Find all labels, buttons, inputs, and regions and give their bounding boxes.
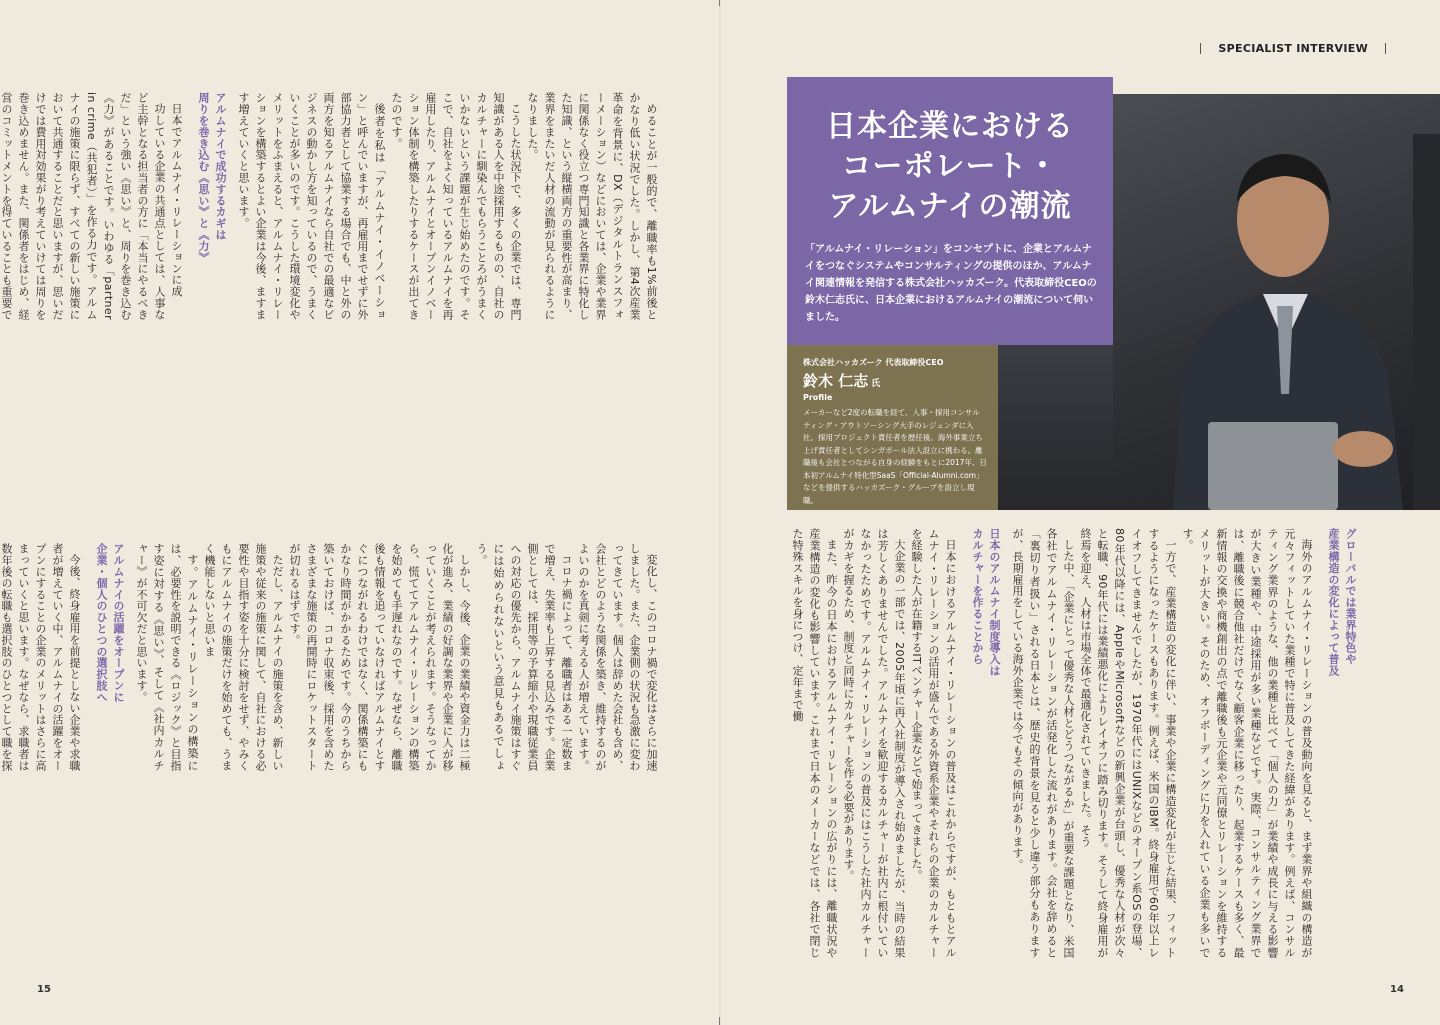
section-heading: 日本のアルムナイ制度導入は カルチャーを作ることから [971, 528, 1001, 677]
paragraph: こうした状況下で、多くの企業では、専門知識がある人を中途採用するものの、自社のカルチャーに馴染んでもらうことろがうまくいかないという課題が生じ始めたのです。そこで、自社をよく知っているアルムナイを再雇用したり、アルムナイとオープンイノベーション体制を構築したりするケースが出てきたのです。 [390, 92, 522, 320]
left-upper-text [0, 92, 660, 320]
lead-text: 「アルムナイ・リレーション」をコンセプトに、企業とアルムナイをつなぐシステムやコンサルティングの提供のほか、アルムナイ関連情報を発信する株式会社ハッカズーク。代表取締役CEOの鈴木仁志氏に、日本企業におけるアルムナイの潮流について伺いました。 [805, 244, 1097, 323]
paragraph: めることが一般的で、離職率も1%前後とかなり低い状況でした。しかし、第4次産業革命を背景に、DX（デジタルトランスフォーメーション）などにおいては、企業や業界に関係なく役立つ専門知識と各業界に特化した知識、という縦横両方の重要性が高まり、業界をまたいだ人材の流動が見られるようになりました。 [526, 92, 658, 320]
gutter [719, 0, 721, 1025]
paragraph: 日本におけるアルムナイ・リレーションの普及はこれからですが、もともとアルムナイ・リレーションの活用が盛んである外資系企業やそれらの企業のカルチャーを経験した人が在籍するITベンチャー企業などで始まってきました。 [910, 528, 957, 958]
left-lower-text [0, 543, 660, 771]
article-title: 日本企業における コーポレート・ アルムナイの潮流 [826, 109, 1074, 224]
portrait-photo [1113, 94, 1440, 510]
title-box [787, 77, 1113, 345]
paragraph: また、昨今の日本におけるアルムナイ・リレーションの広がりには、離職状況や産業構造の変化も影響しています。これまで日本のメーカーなどでは、各社で閉じた特殊スキルを身につけ、定年まで働 [791, 528, 838, 958]
gutter-mark [719, 0, 720, 6]
paragraph: 今後、終身雇用を前提としない企業や求職者が増えていく中、アルムナイの活躍をオープンにすることの企業のメリットはさらに高まっていくと思います。なぜなら、求職者は数年後の転職も選択肢のひとつとして職を探 [0, 543, 81, 771]
profile-text: メーカーなど2度の転職を経て、人事・採用コンサルティング・アウトソーシング大手のレジェンダに入社。採用プロジェクト責任者を歴任後、海外事業立ち上げ責任者としてシンガポール法人設立に携わる。離職後も会社とつながる自身の経験をもとに2017年、日本初アルムナイ特化型SaaS「Official-Alumni.com」などを提供するハッカズーク・グループを設立し現職。 [803, 408, 987, 505]
profile-company: 株式会社ハッカズーク 代表取締役CEO [803, 358, 944, 367]
profile-label: Profile [803, 393, 833, 402]
section-heading: アルムナイで成功するカギは 周りを巻き込む《思い》と《力》 [197, 92, 227, 263]
right-lower-text [790, 528, 1365, 958]
paragraph: ただし、アルムナイの施策を含め、新しい施策や従来の施策に関して、自社における必要性や目指す姿を十分に検討をせず、やみくもにアルムナイの施策だけを始めても、うまく機能しないと思いま [203, 543, 284, 771]
paragraph: 大企業の一部では、2005年頃に再入社制度が導入され始めましたが、当時の結果は芳しくありませんでした。アルムナイを歓迎するカルチャーが社内に根付いていなかったためです。アルムナイ・リレーションの普及にはこうした社内カルチャーがカギを握るため、制度と同時にカルチャーを作る必要があります。 [842, 528, 906, 958]
section-heading: グローバルでは業界特色や 産業構造の変化によって普及 [1327, 528, 1357, 677]
paragraph: 日本でアルムナイ・リレーションに成 [170, 103, 183, 297]
page-number-left: 15 [37, 984, 51, 995]
paragraph: した中、「企業にとって優秀な人材とどうつながるか」が重要な課題となり、米国各社でアルムナイ・リレーションが活発化した流れがあります。会社を辞めると「裏切り者扱い」される日本とは、歴史的背景を見ると少し違う部分もありますが、長期雇用をしている海外企業では今でもその傾向があります。 [1011, 528, 1075, 958]
series-title: SPECIALIST INTERVIEW [1218, 42, 1368, 55]
paragraph: 海外のアルムナイ・リレーションの普及動向を見ると、まず業界や組織の構造が元々フィットしていた業種で特に普及してきた経緯があります。例えば、コンサルティング業界のような、他の業種と比べて「個人の力」が業績や成長に与える影響が大きい業種や、中途採用が多い業種などです。実際、コンサルティング業界では、離職後に競合他社だけでなく顧客企業に移ったり、起業するケースも多く、最新情報の交換や商機創出の点で離職後も元企業や元同僚とリレーションを維持するメリットが大きい。そのため、オフボーディングに力を入れている企業も多いです。 [1181, 528, 1313, 958]
paragraph: しかし、今後、企業の業績や資金力は二極化が進み、業績の好調な業界や企業に人が移っていくことが考えられます。そうなってから、慌ててアルムナイ・リレーションの構築を始めても手遅れなのです。なぜなら、離職後も情報を追っていなければアルムナイとすぐにつながれるわけではなく、関係構築にもかなり時間がかかるためです。今のうちから築いておけば、コロナ収束後、採用を含めたさまざまな施策の再開時にロケットスタートが切れるはずです。 [288, 543, 471, 771]
paragraph: コロナ禍によって、離職者はある一定数まで増え、失業率も上昇する見込みです。企業側としては、採用等の予算縮小や現職従業員への対応の優先から、アルムナイ施策はすぐには始められないという意見もあるでしょう。 [475, 543, 573, 771]
profile-box [787, 345, 998, 510]
paragraph: 変化し、このコロナ禍で変化はさらに加速しました。また、企業側の状況も急激に変わってきています。個人は辞めた会社も含め、会社とどのような関係を築き、維持するのがよいのかを真剣に考える人が増えています。 [577, 543, 658, 771]
portrait-illustration [1113, 94, 1440, 510]
paragraph: 功している企業の共通点としては、人事など主幹となる担当者の方に「本当にやるべきだ」という強い《思い》と、周りを巻き込む《力》があることです。いわゆる「partner in crime（共犯者）」を作る力です。アルムナイの施策に限らず、すべての新しい施策において共通することだと思いますが、思いだけでは費用対効果がり考えていけては周りを巻き込めません。また、関係者をはじめ、経営のコミットメントを得ていることも重要で [0, 92, 166, 320]
paragraph: 一方で、産業構造の変化に伴い、事業や企業に構造変化が生じた結果、フィットするようになったケースもあります。例えば、米国のIBM。終身雇用で60年以上レイオフしてきませんでしたが、1970年代にはUNIXなどのオープン系OSの登場、80年代以降には、AppleやMicrosoftなどの新興企業が台頭し、優秀な人材が次々と転職、90年代には業績悪化によりレイオフに踏み切ります。そうして終身雇用が終焉を迎え、人材は市場全体で最適化されていきました。そう [1079, 528, 1177, 958]
profile-name: 鈴木 仁志 氏 [803, 372, 881, 390]
gutter-mark [719, 1017, 720, 1025]
paragraph: 後者を私は「アルムナイ・イノベーション」と呼んでいますが、再雇用までせずに外部協力者として協業する場合でも、中と外の両方を知るアルムナイなら自社での最適なビジネスの動かし方を知っているので、うまくいくことが多いのです。こうした環境変化やメリットをふまえると、アルムナイ・リレーションを構築するとよい企業は今後、ますます増えていくと思います。 [237, 92, 386, 320]
paragraph: す。アルムナイ・リレーションの構築には、必要性を説明できる《ロジック》と目指す姿に対する《思い》、そして《社内カルチャー》が不可欠だと思います。 [135, 543, 199, 771]
page-number-right: 14 [1390, 984, 1404, 995]
photo-background [998, 345, 1113, 510]
section-heading: アルムナイの活躍をオープンに 企業・個人のひとつの選択肢へ [95, 543, 125, 703]
